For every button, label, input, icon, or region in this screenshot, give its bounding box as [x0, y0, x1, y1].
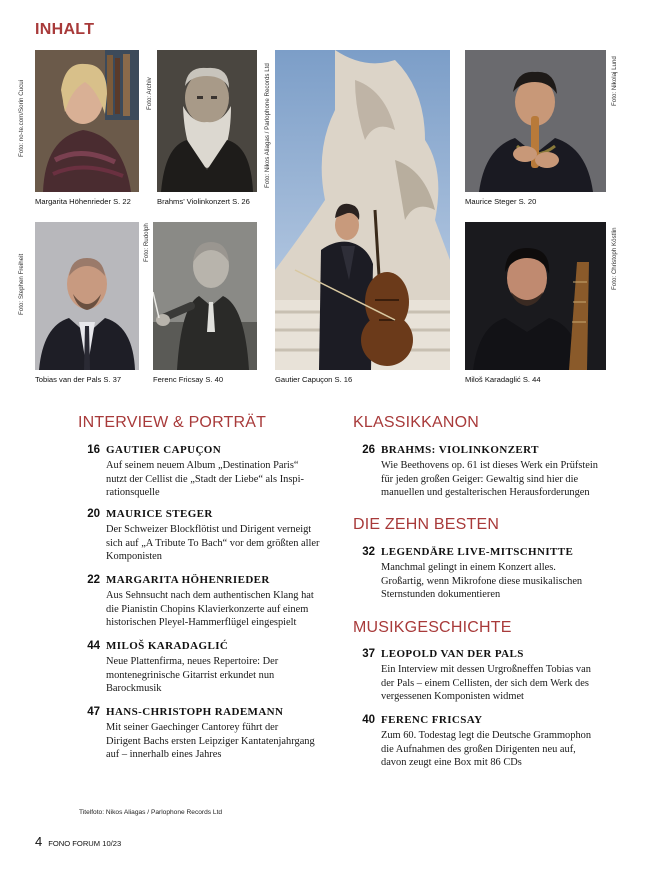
portrait-image	[35, 50, 139, 192]
entry-title: BRAHMS: VIOLINKONZERT	[381, 444, 539, 456]
section-heading-klassikkanon: KLASSIKKANON	[353, 414, 480, 431]
page-number: 37	[362, 648, 375, 660]
photo-margarita-hoehenrieder	[35, 50, 139, 192]
entry-title: MARGARITA HÖHENRIEDER	[106, 574, 270, 586]
page-number: 40	[362, 714, 375, 726]
photo-milos-karadaglic	[465, 222, 606, 370]
page-footer	[35, 833, 121, 851]
portrait-image	[465, 222, 606, 370]
portrait-image	[275, 50, 450, 370]
page-number: 44	[87, 640, 100, 652]
photo-caption: Tobias van der Pals S. 37	[35, 375, 122, 384]
cover-photo-credit: Titelfoto: Nikos Aliagas / Parlophone Records Ltd	[79, 809, 223, 816]
page-number: 22	[87, 574, 100, 586]
photo-ferenc-fricsay	[153, 222, 257, 370]
photo-credit: Foto: no-te.com/Sorin Cucui	[18, 79, 25, 157]
entry-title: MILOŠ KARADAGLIĆ	[106, 640, 229, 652]
photo-credit: Foto: Nikos Aliagas / Parlophone Records Ltd	[264, 63, 271, 188]
page-title: INHALT	[35, 21, 95, 38]
entry-description: Neue Plattenfirma, neues Repertoire: Der montenegrinische Gitarrist erkundet nun Barockmusik	[106, 656, 279, 695]
entry-title: LEGENDÄRE LIVE-MITSCHNITTE	[381, 546, 574, 558]
entry-title: MAURICE STEGER	[106, 508, 213, 520]
section-heading-interview: INTERVIEW & PORTRÄT	[78, 414, 267, 431]
photo-caption: Brahms’ Violinkonzert S. 26	[157, 197, 250, 206]
footer-page-number: 4	[35, 834, 43, 849]
photo-gautier-capucon	[275, 50, 450, 370]
entry-description: Manchmal gelingt in einem Konzert alles. Großartig, wenn Mikrofone diese musikalischen Sternstunden dokumentieren	[381, 562, 583, 601]
photo-caption: Margarita Höhenrieder S. 22	[35, 197, 131, 206]
section-heading-musikgeschichte: MUSIKGESCHICHTE	[353, 619, 512, 636]
page-number: 20	[87, 508, 100, 520]
entry-title: LEOPOLD VAN DER PALS	[381, 648, 524, 660]
entry-description: Ein Interview mit dessen Urgroßneffen Tobias van der Pals – einem Cellisten, der sich dem Werk des vergessenen Komponisten widmet	[381, 664, 591, 703]
portrait-image	[465, 50, 606, 192]
photo-brahms	[157, 50, 257, 192]
photo-credit: Foto: Rudolph	[143, 223, 150, 262]
footer-magazine-issue: FONO FORUM 10/23	[48, 839, 122, 848]
portrait-image	[157, 50, 257, 192]
photo-credit: Foto: Nikolaj Lund	[611, 56, 618, 106]
entry-description: Wie Beethovens op. 61 ist dieses Werk ein Prüfstein für jeden großen Geiger: Gewaltig sind hier die manuellen und gestalterischen Herausforderungen	[381, 460, 599, 499]
entry-description: Mit seiner Gaechinger Cantorey führt der Dirigent Bachs ersten Leipziger Kantatenjahrgang auf – innerhalb eines Jahres	[106, 722, 315, 761]
page-number: 26	[362, 444, 375, 456]
photo-tobias-van-der-pals	[35, 222, 139, 370]
portrait-image	[35, 222, 139, 370]
entry-description: Zum 60. Todestag legt die Deutsche Grammophon die Aufnahmen des großen Dirigenten neu auf, davon zeugt eine Box mit 86 CDs	[381, 730, 592, 769]
entry-description: Auf seinem neuem Album „Destination Paris“ nutzt der Cellist die „Stadt der Liebe“ als Inspi- rationsquelle	[106, 460, 304, 499]
section-heading-zehn-besten: DIE ZEHN BESTEN	[353, 516, 500, 533]
photo-caption: Ferenc Fricsay S. 40	[153, 375, 224, 384]
photo-caption: Miloš Karadaglić S. 44	[465, 375, 541, 384]
photo-maurice-steger	[465, 50, 606, 192]
entry-title: GAUTIER CAPUÇON	[106, 444, 222, 456]
photo-credit: Foto: Archiv	[146, 77, 153, 110]
entry-title: FERENC FRICSAY	[381, 714, 483, 726]
page-number: 16	[87, 444, 100, 456]
portrait-image	[153, 222, 257, 370]
entry-title: HANS-CHRISTOPH RADEMANN	[106, 706, 284, 718]
photo-caption: Gautier Capuçon S. 16	[275, 375, 353, 384]
photo-caption: Maurice Steger S. 20	[465, 197, 537, 206]
entry-description: Der Schweizer Blockflötist und Dirigent verneigt sich auf „A Tribute To Bach“ vor dem größten aller Komponisten	[106, 524, 320, 563]
photo-credit: Foto: Christoph Köstlin	[611, 227, 618, 290]
page-number: 32	[362, 546, 375, 558]
page-number: 47	[87, 706, 100, 718]
entry-description: Aus Sehnsucht nach dem authentischen Klang hat die Pianistin Chopins Klavierkonzerte auf einem historischen Pleyel-Hammerflügel eingespielt	[106, 590, 314, 629]
photo-credit: Foto: Stephen Freiheit	[18, 253, 25, 315]
